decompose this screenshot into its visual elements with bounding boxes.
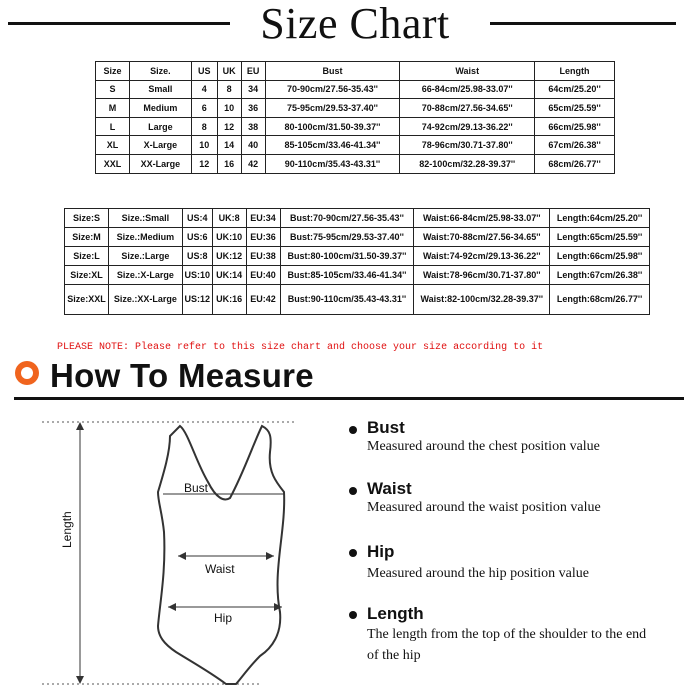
table-cell: Length:64cm/25.20'': [550, 209, 650, 228]
table-cell: 36: [241, 99, 265, 118]
table-cell: XL: [96, 136, 130, 155]
table-cell: Bust:80-100cm/31.50-39.37'': [280, 247, 414, 266]
table-cell: Medium: [129, 99, 191, 118]
table-cell: UK:8: [212, 209, 246, 228]
table-row: [65, 228, 650, 247]
table-cell: 16: [217, 154, 241, 173]
table-cell: EU:36: [246, 228, 280, 247]
table-cell: 38: [241, 117, 265, 136]
table-cell: Length:68cm/26.77'': [550, 285, 650, 315]
size-chart-table-detailed: [64, 208, 650, 315]
table-cell: 12: [217, 117, 241, 136]
table-cell: US:12: [182, 285, 212, 315]
table-cell: 70-88cm/27.56-34.65'': [400, 99, 535, 118]
hip-arrow-left-icon: [168, 603, 176, 611]
table-cell: Length:65cm/25.59'': [550, 228, 650, 247]
table-cell: UK:12: [212, 247, 246, 266]
bullet-icon: [349, 549, 357, 557]
table-cell: X-Large: [129, 136, 191, 155]
table-cell: Waist:78-96cm/30.71-37.80'': [414, 266, 550, 285]
table-cell: Size.:X-Large: [108, 266, 182, 285]
header-cell: EU: [241, 62, 265, 81]
table-cell: 10: [191, 136, 217, 155]
header-cell: Bust: [265, 62, 400, 81]
table-cell: Waist:66-84cm/25.98-33.07'': [414, 209, 550, 228]
waist-arrow-right-icon: [266, 552, 274, 560]
table-cell: US:8: [182, 247, 212, 266]
hip-description: Measured around the hip position value: [367, 566, 590, 581]
table-cell: UK:16: [212, 285, 246, 315]
title-rule-right: [490, 22, 676, 25]
table-row: [96, 154, 615, 173]
table-cell: Size.:Small: [108, 209, 182, 228]
table-cell: Length:67cm/26.38'': [550, 266, 650, 285]
table-row: [65, 266, 650, 285]
table-row: [65, 285, 650, 315]
length-title: Length: [367, 604, 424, 623]
hip-title: Hip: [367, 542, 395, 561]
table-cell: 4: [191, 80, 217, 99]
table-cell: Small: [129, 80, 191, 99]
how-to-measure-title: How To Measure: [50, 357, 314, 394]
bust-title: Bust: [367, 418, 405, 437]
table-cell: L: [96, 117, 130, 136]
table-cell: 90-110cm/35.43-43.31'': [265, 154, 400, 173]
table-cell: Size:S: [65, 209, 109, 228]
table-cell: XX-Large: [129, 154, 191, 173]
bullet-icon: [349, 487, 357, 495]
bullet-icon: [349, 426, 357, 434]
table-cell: EU:42: [246, 285, 280, 315]
table-cell: US:10: [182, 266, 212, 285]
table-cell: Bust:70-90cm/27.56-35.43'': [280, 209, 414, 228]
table-cell: Bust:90-110cm/35.43-43.31'': [280, 285, 414, 315]
table-cell: 78-96cm/30.71-37.80'': [400, 136, 535, 155]
table-header-row: [96, 62, 615, 81]
table-cell: Large: [129, 117, 191, 136]
table-cell: 70-90cm/27.56-35.43'': [265, 80, 400, 99]
table-cell: EU:34: [246, 209, 280, 228]
header-cell: Size: [96, 62, 130, 81]
table-cell: 66-84cm/25.98-33.07'': [400, 80, 535, 99]
table-cell: 64cm/25.20'': [535, 80, 615, 99]
header-cell: Length: [535, 62, 615, 81]
waist-arrow-left-icon: [178, 552, 186, 560]
page-title: Size Chart: [260, 0, 450, 48]
table-cell: US:6: [182, 228, 212, 247]
table-row: [65, 209, 650, 228]
length-figure-label: Length: [60, 511, 74, 548]
table-row: [96, 80, 615, 99]
table-row: [96, 117, 615, 136]
table-cell: XXL: [96, 154, 130, 173]
table-cell: Size:XL: [65, 266, 109, 285]
table-cell: 34: [241, 80, 265, 99]
table-row: [65, 247, 650, 266]
table-cell: 40: [241, 136, 265, 155]
length-arrow-bottom-icon: [76, 676, 84, 684]
table-cell: 67cm/26.38'': [535, 136, 615, 155]
table-cell: 74-92cm/29.13-36.22'': [400, 117, 535, 136]
table-cell: Size:L: [65, 247, 109, 266]
table-cell: Size.:Medium: [108, 228, 182, 247]
table-cell: US:4: [182, 209, 212, 228]
table-cell: 82-100cm/32.28-39.37'': [400, 154, 535, 173]
waist-figure-label: Waist: [205, 562, 235, 576]
waist-title: Waist: [367, 479, 412, 498]
length-arrow-top-icon: [76, 422, 84, 430]
table-cell: Size:XXL: [65, 285, 109, 315]
table-cell: Size.:Large: [108, 247, 182, 266]
title-rule-left: [8, 22, 230, 25]
table-cell: 80-100cm/31.50-39.37'': [265, 117, 400, 136]
table-row: [96, 99, 615, 118]
bust-figure-label: Bust: [184, 481, 209, 495]
table-cell: 66cm/25.98'': [535, 117, 615, 136]
table-cell: M: [96, 99, 130, 118]
table-cell: 10: [217, 99, 241, 118]
table-cell: 75-95cm/29.53-37.40'': [265, 99, 400, 118]
table-cell: UK:10: [212, 228, 246, 247]
header-cell: US: [191, 62, 217, 81]
table-cell: EU:40: [246, 266, 280, 285]
header-cell: UK: [217, 62, 241, 81]
size-note: PLEASE NOTE: Please refer to this size chart and choose your size according to it: [57, 342, 544, 353]
length-description: The length from the top of the shoulder to the end of the hip: [367, 627, 647, 663]
table-cell: Waist:70-88cm/27.56-34.65'': [414, 228, 550, 247]
waist-description: Measured around the waist position value: [367, 500, 601, 515]
table-cell: 14: [217, 136, 241, 155]
orange-circle-icon: [15, 361, 39, 385]
table-cell: Length:66cm/25.98'': [550, 247, 650, 266]
swimsuit-outline: [158, 426, 284, 684]
table-cell: 12: [191, 154, 217, 173]
header-cell: Waist: [400, 62, 535, 81]
table-cell: S: [96, 80, 130, 99]
table-cell: Size.:XX-Large: [108, 285, 182, 315]
table-cell: 42: [241, 154, 265, 173]
table-cell: EU:38: [246, 247, 280, 266]
table-cell: 8: [191, 117, 217, 136]
table-cell: Bust:85-105cm/33.46-41.34'': [280, 266, 414, 285]
bust-description: Measured around the chest position value: [367, 439, 600, 454]
table-cell: UK:14: [212, 266, 246, 285]
table-row: [96, 136, 615, 155]
table-cell: Size:M: [65, 228, 109, 247]
swimsuit-figure: [40, 412, 340, 697]
table-cell: 6: [191, 99, 217, 118]
size-chart-table: [95, 61, 615, 174]
table-cell: Waist:74-92cm/29.13-36.22'': [414, 247, 550, 266]
bullet-icon: [349, 611, 357, 619]
section-divider: [14, 397, 684, 400]
header-cell: Size.: [129, 62, 191, 81]
table-cell: 68cm/26.77'': [535, 154, 615, 173]
table-cell: 65cm/25.59'': [535, 99, 615, 118]
hip-figure-label: Hip: [214, 611, 233, 625]
table-cell: 8: [217, 80, 241, 99]
table-cell: Waist:82-100cm/32.28-39.37'': [414, 285, 550, 315]
table-cell: Bust:75-95cm/29.53-37.40'': [280, 228, 414, 247]
table-cell: 85-105cm/33.46-41.34'': [265, 136, 400, 155]
